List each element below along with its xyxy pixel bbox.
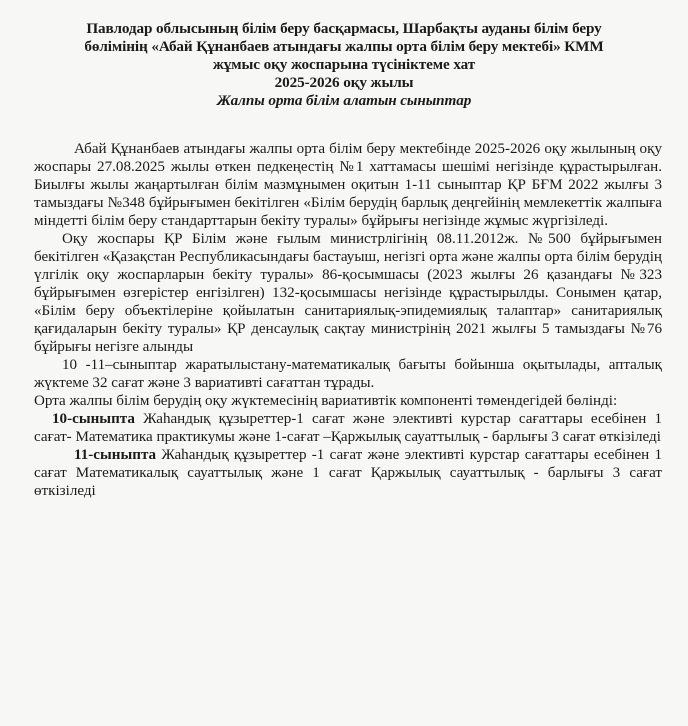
paragraph-grade-10 [34, 410, 662, 446]
paragraph-4: Орта жалпы білім берудің оқу жүктемесінің вариативтік компоненті төмендегідей бөлінді: [34, 393, 618, 409]
grade-11-label: 11-сыныпта [74, 447, 157, 463]
grade-10-text: Жаһандық құзыреттер-1 сағат және элективті курстар сағаттары есебінен 1 сағат- Математика практикумы және 1-сағат –Қаржылық сауаттылық - барлығы 3 сағат өткізіледі [34, 411, 662, 445]
header-line-5: Жалпы орта білім алатын сыныптар [216, 92, 472, 109]
header-line-1: Павлодар облысының білім беру басқармасы, Шарбақты ауданы білім беру [86, 20, 602, 37]
paragraph-2: Оқу жоспары ҚР Білім және ғылым министрлігінің 08.11.2012ж. №500 бұйрығымен бекітілген «Қазақстан Республикасындағы бастауыш, негізгі орта және жалпы орта білім берудің үлгілік оқу жоспарларын бекіту туралы» 86-қосымшасы (2023 жылғы 26 қазандағы №323 бұйрығымен өзгерістер енгізілген) 132-қосымшасы негізінде құрастырылды. Сонымен қатар, «Білім беру объектілеріне қойылатын санитариялық-эпидемиялық талаптар» санитариялық қағидаларын бекіту туралы» ҚР денсаулық сақтау министрінің 2021 жылғы 5 тамыздағы №76 бұйрығы негізге алынды [34, 231, 662, 355]
document-header [20, 20, 668, 110]
header-line-2: бөлімінің «Абай Құнанбаев атындағы жалпы орта білім беру мектебі» КММ [84, 38, 604, 55]
header-line-4: 2025-2026 оқу жылы [274, 74, 414, 91]
paragraph-grade-11 [34, 446, 662, 500]
grade-11-text: Жаһандық құзыреттер -1 сағат және элективті курстар сағаттары есебінен 1 сағат Математикалық сауаттылық және 1 сағат Қаржылық сауаттылық - барлығы 3 сағат өткізіледі [34, 447, 662, 499]
document-body [34, 140, 662, 500]
grade-10-label: 10-сыныпта [52, 411, 135, 427]
header-line-3: жұмыс оқу жоспарына түсініктеме хат [212, 56, 476, 73]
paragraph-1: Абай Құнанбаев атындағы жалпы орта білім беру мектебінде 2025-2026 оқу жылының оқу жоспары 27.08.2025 жылы өткен педкеңестің №1 хаттамасы шешімі негізінде құрастырылған. Биылғы жылы жаңартылған білім мазмұнымен оқитын 1-11 сыныптар ҚР БҒМ 2022 жылғы 3 тамыздағы №348 бұйрығымен бекітілген «Білім берудің барлық деңгейінің мемлекеттік жалпыға міндетті білім беру стандарттарын бекіту туралы» бұйрығы негізінде жұмыс жүргізіледі. [34, 141, 662, 229]
paragraph-3: 10 -11–сыныптар жаратылыстану-математикалық бағыты бойынша оқытылады, апталық жүктеме 32 сағат және 3 вариативті сағаттан тұрады. [34, 357, 662, 391]
